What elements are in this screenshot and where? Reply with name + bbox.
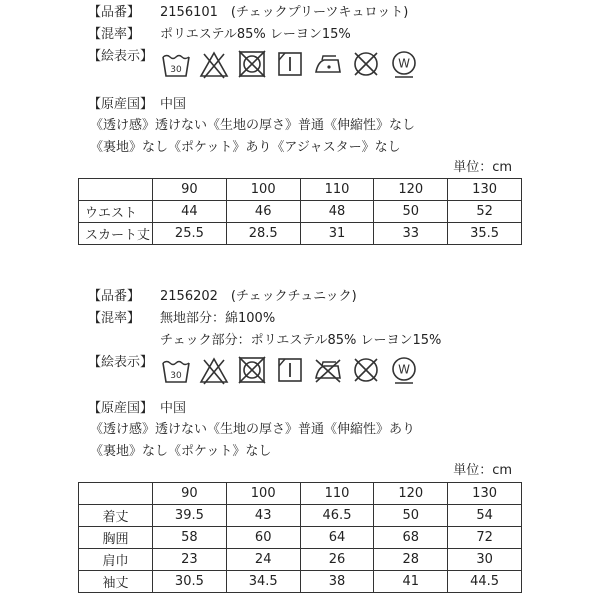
table-cell: 33	[374, 223, 448, 245]
details-line-1: 《透け感》透けない《生地の厚さ》普通《伸縮性》なし	[90, 118, 416, 133]
ehyouji-label: 【絵表示】	[88, 355, 154, 370]
table-cell: 26	[300, 549, 374, 571]
iron-low-icon	[312, 48, 344, 80]
table-cell: 50	[374, 201, 448, 223]
svg-text:W: W	[398, 56, 410, 71]
table-cell: 34.5	[226, 571, 300, 593]
table-header-cell: 110	[300, 483, 374, 505]
gensankoku-value: 中国	[160, 97, 187, 112]
table-header-row	[79, 179, 522, 201]
table-cell: 44.5	[448, 571, 522, 593]
table-cell: 24	[226, 549, 300, 571]
table-cell: 31	[300, 223, 374, 245]
table-header-cell: 100	[226, 179, 300, 201]
table-row	[79, 571, 522, 593]
row-label: 着丈	[79, 505, 153, 527]
table-cell: 60	[226, 527, 300, 549]
row-label: 胸囲	[79, 527, 153, 549]
table-corner-cell	[79, 179, 153, 201]
table-cell: 23	[153, 549, 227, 571]
row-label: 袖丈	[79, 571, 153, 593]
table-cell: 50	[374, 505, 448, 527]
konritsu-value-2: チェック部分：ポリエステル85% レーヨン15%	[160, 333, 442, 348]
table-cell: 43	[226, 505, 300, 527]
table-row	[79, 549, 522, 571]
line-dry-icon	[274, 354, 306, 386]
row-label: ウエスト	[79, 201, 153, 223]
size-table	[78, 178, 522, 245]
no-dry-clean-icon	[350, 354, 382, 386]
konritsu-label: 【混率】	[88, 27, 141, 42]
table-header-cell: 130	[448, 483, 522, 505]
gensankoku-value: 中国	[160, 401, 187, 416]
table-cell: 72	[448, 527, 522, 549]
no-bleach-icon	[198, 48, 230, 80]
no-tumble-dry-icon	[236, 48, 268, 80]
table-header-cell: 110	[300, 179, 374, 201]
konritsu-value: ポリエステル85% レーヨン15%	[160, 27, 351, 42]
care-icons	[160, 354, 420, 386]
table-cell: 30.5	[153, 571, 227, 593]
table-cell: 68	[374, 527, 448, 549]
table-cell: 38	[300, 571, 374, 593]
row-label: スカート丈	[79, 223, 153, 245]
table-cell: 64	[300, 527, 374, 549]
table-cell: 39.5	[153, 505, 227, 527]
hinban-label: 【品番】	[88, 289, 141, 304]
hinban-value: 2156202 (チェックチュニック)	[160, 289, 357, 304]
ehyouji-label: 【絵表示】	[88, 49, 154, 64]
table-header-cell: 90	[153, 179, 227, 201]
wash-30-icon	[160, 48, 192, 80]
line-dry-icon	[274, 48, 306, 80]
table-header-row	[79, 483, 522, 505]
gensankoku-label: 【原産国】	[88, 401, 154, 416]
size-table	[78, 482, 522, 593]
konritsu-value-1: 無地部分：綿100%	[160, 311, 276, 326]
table-header-cell: 120	[374, 483, 448, 505]
table-cell: 52	[448, 201, 522, 223]
hinban-label: 【品番】	[88, 5, 141, 20]
table-cell: 28.5	[226, 223, 300, 245]
gensankoku-label: 【原産国】	[88, 97, 154, 112]
table-header-cell: 90	[153, 483, 227, 505]
table-cell: 44	[153, 201, 227, 223]
table-cell: 46	[226, 201, 300, 223]
table-row	[79, 201, 522, 223]
wet-clean-icon	[388, 354, 420, 386]
no-iron-icon	[312, 354, 344, 386]
details-line-2: 《裏地》なし《ポケット》あり《アジャスター》なし	[90, 140, 401, 155]
wash-30-icon	[160, 354, 192, 386]
table-header-cell: 100	[226, 483, 300, 505]
svg-text:W: W	[398, 362, 410, 377]
care-icons	[160, 48, 420, 80]
details-line-2: 《裏地》なし《ポケット》なし	[90, 444, 272, 459]
table-row	[79, 505, 522, 527]
svg-text:30: 30	[170, 371, 182, 381]
unit-label: 単位：cm	[453, 463, 512, 478]
table-cell: 30	[448, 549, 522, 571]
row-label: 肩巾	[79, 549, 153, 571]
unit-label: 単位：cm	[453, 160, 512, 175]
svg-text:30: 30	[170, 65, 182, 75]
table-row	[79, 223, 522, 245]
table-cell: 46.5	[300, 505, 374, 527]
table-header-cell: 130	[448, 179, 522, 201]
hinban-value: 2156101 (チェックプリーツキュロット)	[160, 5, 409, 20]
konritsu-label: 【混率】	[88, 311, 141, 326]
table-cell: 35.5	[448, 223, 522, 245]
table-cell: 48	[300, 201, 374, 223]
details-line-1: 《透け感》透けない《生地の厚さ》普通《伸縮性》あり	[90, 422, 416, 437]
no-dry-clean-icon	[350, 48, 382, 80]
table-corner-cell	[79, 483, 153, 505]
no-bleach-icon	[198, 354, 230, 386]
table-cell: 25.5	[153, 223, 227, 245]
table-cell: 28	[374, 549, 448, 571]
table-cell: 58	[153, 527, 227, 549]
table-header-cell: 120	[374, 179, 448, 201]
wet-clean-icon	[388, 48, 420, 80]
no-tumble-dry-icon	[236, 354, 268, 386]
table-cell: 41	[374, 571, 448, 593]
table-cell: 54	[448, 505, 522, 527]
table-row	[79, 527, 522, 549]
